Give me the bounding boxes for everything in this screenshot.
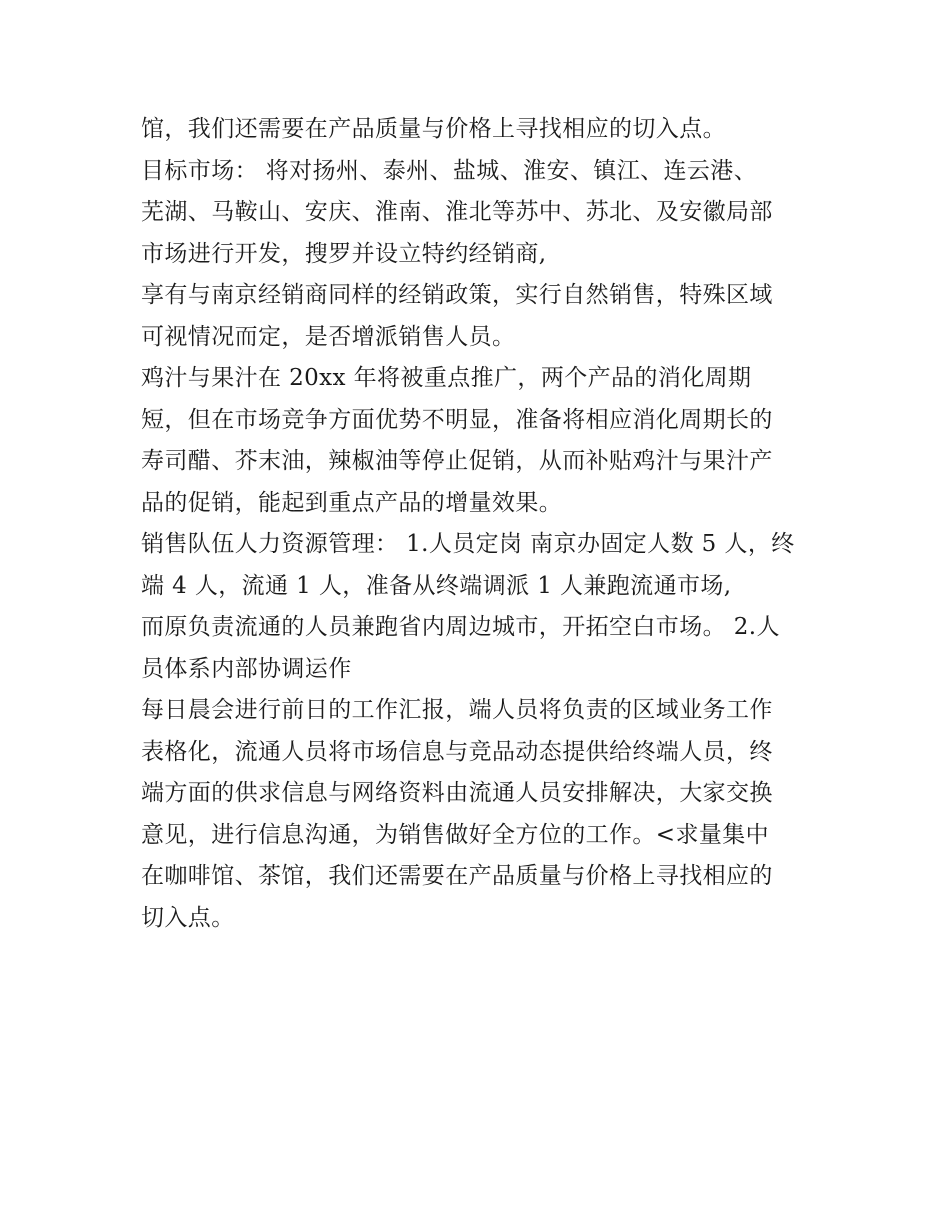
text-line: 鸡汁与果汁在 20xx 年将被重点推广，两个产品的消化周期: [141, 365, 752, 391]
body-text: [141, 109, 821, 939]
text-line: 端方面的供求信息与网络资料由流通人员安排解决，大家交换: [141, 780, 773, 806]
text-line: 意见，进行信息沟通，为销售做好全方位的工作。<求量集中: [141, 821, 770, 848]
text-line: 员体系内部协调运作: [141, 655, 352, 682]
text-line: 芜湖、马鞍山、安庆、淮南、淮北等苏中、苏北、及安徽局部: [141, 199, 773, 225]
text-line: 切入点。: [141, 904, 235, 931]
text-line: 馆，我们还需要在产品质量与价格上寻找相应的切入点。: [141, 116, 726, 142]
text-line: 短，但在市场竞争方面优势不明显，准备将相应消化周期长的: [141, 406, 773, 433]
text-line: 寿司醋、芥末油，辣椒油等停止促销，从而补贴鸡汁与果汁产: [141, 448, 773, 474]
text-line: 目标市场： 将对扬州、泰州、盐城、淮安、镇江、连云港、: [141, 157, 758, 184]
text-line: 可视情况而定，是否增派销售人员。: [141, 323, 516, 350]
text-line: 品的促销，能起到重点产品的增量效果。: [141, 489, 563, 516]
text-line: 端 4 人，流通 1 人，准备从终端调派 1 人兼跑流通市场,: [141, 572, 732, 599]
text-line: 每日晨会进行前日的工作汇报，端人员将负责的区域业务工作: [141, 697, 773, 723]
text-line: 市场进行开发，搜罗并设立特约经销商,: [141, 240, 547, 267]
text-line: 而原负责流通的人员兼跑省内周边城市，开拓空白市场。 2.人: [141, 614, 780, 640]
text-line: 享有与南京经销商同样的经销政策，实行自然销售，特殊区域: [141, 282, 773, 308]
text-line: 在咖啡馆、茶馆，我们还需要在产品质量与价格上寻找相应的: [141, 863, 773, 889]
text-line: 表格化，流通人员将市场信息与竞品动态提供给终端人员，终: [141, 738, 773, 765]
text-line: 销售队伍人力资源管理： 1.人员定岗 南京办固定人数 5 人，终: [141, 531, 795, 557]
